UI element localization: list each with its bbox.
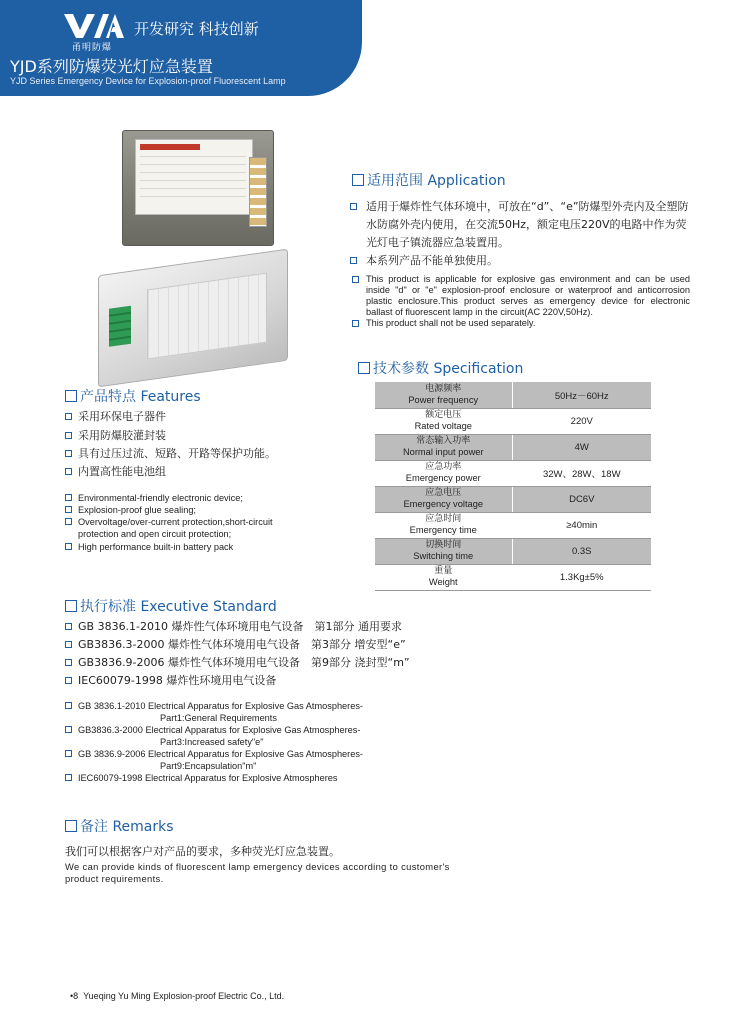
bullet-box-icon: [65, 506, 72, 513]
table-row: 应急功率 Emergency power 32W、28W、18W: [375, 460, 651, 486]
standard-en-sub: Part3:Increased safety"e": [160, 737, 264, 747]
features-heading: 产品特点 Features: [65, 386, 201, 406]
standard-en-sub: Part9:Encapsulation"m": [160, 761, 257, 771]
application-zh-item: 本系列产品不能单独使用。: [350, 252, 692, 270]
bullet-box-icon: [65, 659, 72, 666]
standard-en-sub: Part1:General Requirements: [160, 713, 277, 723]
table-row: 应急电压 Emergency voltage DC6V: [375, 486, 651, 512]
green-connector: [109, 306, 131, 347]
table-row: 额定电压 Rated voltage 220V: [375, 408, 651, 434]
bullet-box-icon: [65, 702, 72, 709]
standard-zh-item: GB3836.9-2006 爆炸性气体环境用电气设备 第9部分 浇封型“m”: [65, 654, 410, 670]
feature-zh-item: 具有过压过流、短路、开路等保护功能。: [65, 445, 276, 461]
product-top-label: [147, 273, 267, 360]
logo-subtext: 甬明防爆: [72, 43, 113, 53]
bullet-box-icon: [65, 726, 72, 733]
bullet-box-icon: [65, 518, 72, 525]
standard-zh-item: IEC60079-1998 爆炸性环境用电气设备: [65, 672, 276, 688]
heading-box-icon: [65, 600, 77, 612]
remarks-en: We can provide kinds of fluorescent lamp emergency devices according to customer's product requirements.: [65, 861, 450, 884]
feature-en-item: Overvoltage/over-current protection,short-circuit: [65, 517, 273, 527]
application-heading: 适用范围 Application: [352, 170, 506, 190]
slogan: 开发研究 科技创新: [134, 20, 259, 38]
feature-zh-item: 采用防爆胶灌封装: [65, 427, 166, 443]
page-title: YJD系列防爆荧光灯应急装置: [10, 57, 213, 76]
application-zh-item: 适用于爆炸性气体环境中，可放在“d”、“e”防爆型外壳内及全塑防水防腐外壳内使用，在交流50Hz，额定电压220V的电路中作为荧光灯电子镇流器应急装置用。: [350, 198, 692, 252]
product-photo-module: [98, 249, 288, 388]
bullet-box-icon: [65, 750, 72, 757]
bullet-box-icon: [65, 774, 72, 781]
feature-zh-item: 内置高性能电池组: [65, 463, 166, 479]
feature-zh-item: 采用环保电子器件: [65, 408, 166, 424]
standards-en: [65, 700, 425, 784]
table-row: 切换时间 Switching time 0.3S: [375, 538, 651, 564]
bullet-box-icon: [65, 494, 72, 501]
terminal-block: [249, 157, 267, 227]
table-row: 重量 Weight 1.3Kg±5%: [375, 564, 651, 590]
table-row: 常态输入功率 Normal input power 4W: [375, 434, 651, 460]
standard-en-item: IEC60079-1998 Electrical Apparatus for Explosive Atmospheres: [65, 772, 425, 784]
table-row: 电源频率 Power frequency 50Hz－60Hz: [375, 382, 651, 408]
page-subtitle: YJD Series Emergency Device for Explosion-proof Fluorescent Lamp: [10, 76, 286, 86]
bullet-box-icon: [350, 203, 357, 210]
feature-en-item: Explosion-proof glue sealing;: [65, 505, 196, 515]
table-row: 应急时间 Emergency time ≥40min: [375, 512, 651, 538]
standards-heading: 执行标准 Executive Standard: [65, 596, 277, 616]
bullet-box-icon: [65, 641, 72, 648]
application-en: [352, 274, 690, 329]
bullet-box-icon: [352, 276, 359, 283]
heading-box-icon: [65, 390, 77, 402]
application-zh: [350, 198, 692, 270]
feature-en-item: Environmental-friendly electronic device;: [65, 493, 243, 503]
bullet-box-icon: [65, 432, 72, 439]
remarks-zh: 我们可以根据客户对产品的要求，多种荧光灯应急装置。: [65, 845, 340, 858]
standard-en-item: GB3836.3-2000 Electrical Apparatus for Explosive Gas Atmospheres-: [65, 724, 425, 736]
bullet-box-icon: [65, 623, 72, 630]
standard-zh-item: GB3836.3-2000 爆炸性气体环境用电气设备 第3部分 增安型“e”: [65, 636, 406, 652]
feature-en-continuation: protection and open circuit protection;: [78, 529, 232, 539]
specification-table: [375, 382, 651, 591]
bullet-box-icon: [65, 543, 72, 550]
specification-heading: 技术参数 Specification: [358, 358, 523, 378]
page-number: •8: [70, 991, 79, 1001]
page-footer: [70, 991, 284, 1001]
bullet-box-icon: [65, 677, 72, 684]
standard-en-item: GB 3836.1-2010 Electrical Apparatus for Explosive Gas Atmospheres-: [65, 700, 425, 712]
product-label-plate: [135, 139, 253, 215]
bullet-box-icon: [65, 450, 72, 457]
company-logo-icon: [64, 14, 124, 38]
feature-en-item: High performance built-in battery pack: [65, 542, 233, 552]
bullet-box-icon: [350, 257, 357, 264]
heading-box-icon: [358, 362, 370, 374]
standard-en-item: GB 3836.9-2006 Electrical Apparatus for Explosive Gas Atmospheres-: [65, 748, 425, 760]
heading-box-icon: [65, 820, 77, 832]
product-photo-enclosed: [122, 130, 274, 246]
standard-zh-item: GB 3836.1-2010 爆炸性气体环境用电气设备 第1部分 通用要求: [65, 618, 402, 634]
heading-box-icon: [352, 174, 364, 186]
bullet-box-icon: [65, 468, 72, 475]
application-en-item: This product is applicable for explosive gas environment and can be used inside "d" or "e" explosion-proof enclosure or waterproof and anticorrosion plastic enclosure.This product serves as emergency device for electronic ballast of fluorescent lamp in the circuit(AC 220V,50Hz).: [352, 274, 690, 318]
page-header: [0, 0, 362, 96]
application-en-item: This product shall not be used separately.: [352, 318, 690, 329]
bullet-box-icon: [352, 320, 359, 327]
bullet-box-icon: [65, 413, 72, 420]
company-name: Yueqing Yu Ming Explosion-proof Electric Co., Ltd.: [83, 991, 285, 1001]
remarks-heading: 备注 Remarks: [65, 816, 174, 836]
